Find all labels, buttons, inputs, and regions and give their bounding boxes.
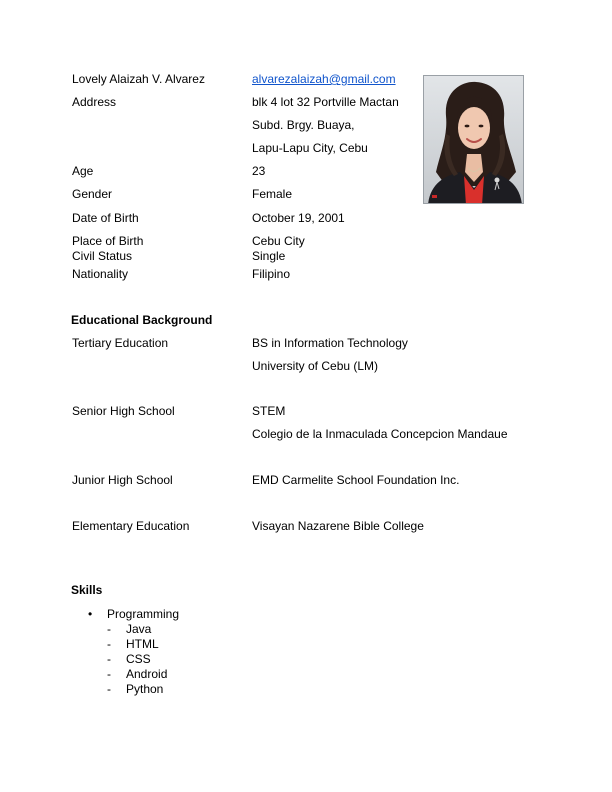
tertiary-course: BS in Information Technology bbox=[252, 336, 408, 350]
jhs-label: Junior High School bbox=[72, 473, 173, 487]
skill-item: HTML bbox=[126, 637, 159, 651]
pob-label: Place of Birth bbox=[72, 234, 144, 248]
skill-item: Java bbox=[126, 622, 152, 636]
dash-icon: - bbox=[107, 652, 111, 666]
age-value: 23 bbox=[252, 164, 266, 178]
tertiary-school: University of Cebu (LM) bbox=[252, 359, 379, 373]
education-heading: Educational Background bbox=[71, 313, 213, 327]
dob-value: October 19, 2001 bbox=[252, 211, 345, 225]
elementary-label: Elementary Education bbox=[72, 519, 190, 533]
shs-label: Senior High School bbox=[72, 404, 175, 418]
address-label: Address bbox=[72, 95, 117, 109]
nationality-value: Filipino bbox=[252, 267, 291, 281]
gender-value: Female bbox=[252, 187, 293, 201]
shs-school: Colegio de la Inmaculada Concepcion Mandaue bbox=[252, 427, 508, 441]
skill-category: Programming bbox=[107, 607, 180, 621]
skill-item: CSS bbox=[126, 652, 151, 666]
civil-status-label: Civil Status bbox=[72, 249, 133, 263]
profile-photo bbox=[423, 75, 524, 204]
age-label: Age bbox=[72, 164, 94, 178]
skills-heading: Skills bbox=[71, 583, 103, 597]
dash-icon: - bbox=[107, 622, 111, 636]
elementary-school: Visayan Nazarene Bible College bbox=[252, 519, 424, 533]
jhs-school: EMD Carmelite School Foundation Inc. bbox=[252, 473, 460, 487]
skill-item: Python bbox=[126, 682, 164, 696]
shs-strand: STEM bbox=[252, 404, 286, 418]
tertiary-label: Tertiary Education bbox=[72, 336, 169, 350]
dash-icon: - bbox=[107, 667, 111, 681]
skill-item: Android bbox=[126, 667, 168, 681]
nationality-label: Nationality bbox=[72, 267, 129, 281]
gender-label: Gender bbox=[72, 187, 113, 201]
dash-icon: - bbox=[107, 637, 111, 651]
pob-value: Cebu City bbox=[252, 234, 305, 248]
dash-icon: - bbox=[107, 682, 111, 696]
email-link[interactable]: alvarezalaizah@gmail.com bbox=[252, 72, 396, 86]
address-line-2: Subd. Brgy. Buaya, bbox=[252, 118, 355, 132]
address-line-1: blk 4 lot 32 Portville Mactan bbox=[252, 95, 399, 109]
applicant-name: Lovely Alaizah V. Alvarez bbox=[72, 72, 205, 86]
bullet-icon: • bbox=[88, 607, 93, 621]
dob-label: Date of Birth bbox=[72, 211, 139, 225]
civil-status-value: Single bbox=[252, 249, 286, 263]
address-line-3: Lapu-Lapu City, Cebu bbox=[252, 141, 368, 155]
